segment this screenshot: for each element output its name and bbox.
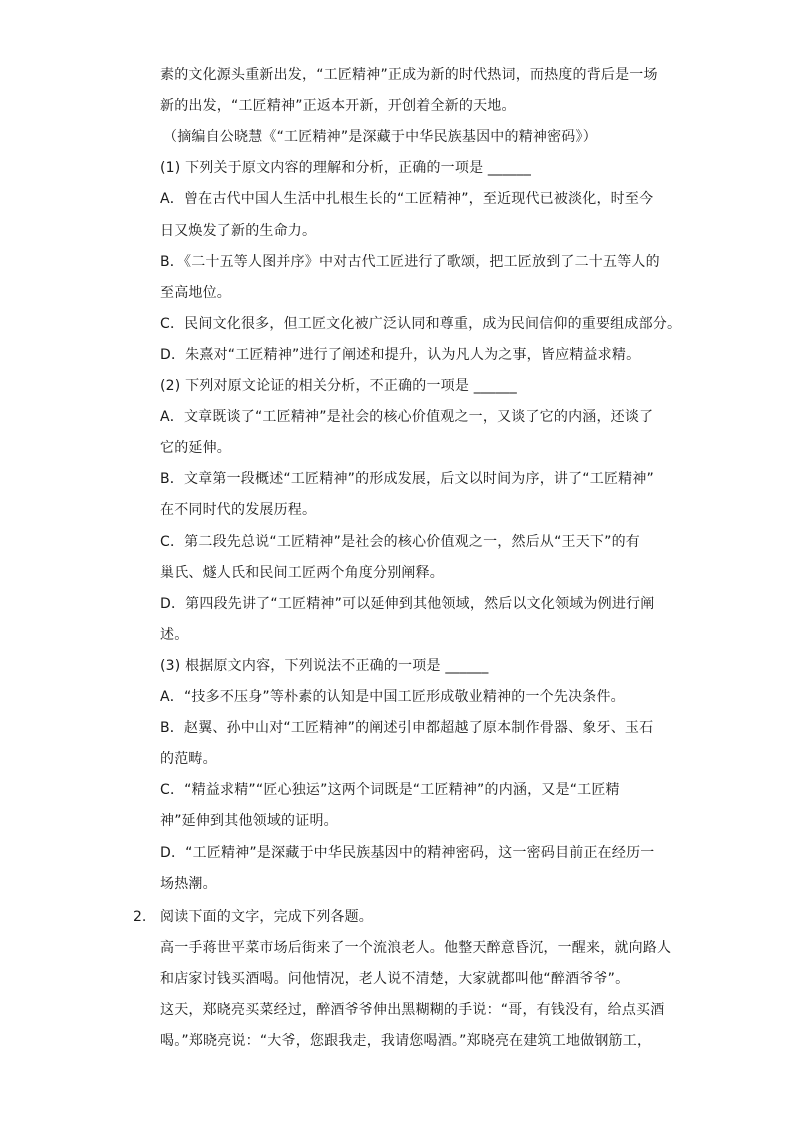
- text-line: C．民间文化很多，但工匠文化被广泛认同和尊重，成为民间信仰的重要组成部分。: [160, 315, 682, 332]
- text-line: 高一手蒋世平菜市场后街来了一个流浪老人。他整天醉意昏沉，一醒来，就向路人: [160, 939, 672, 956]
- text-line: 新的出发，“工匠精神”正返本开新，开创着全新的天地。: [160, 98, 516, 115]
- text-line: 场热潮。: [160, 875, 217, 892]
- text-line: D．第四段先讲了“工匠精神”可以延伸到其他领域，然后以文化领域为例进行阐: [160, 595, 655, 612]
- text-line: A．“技多不压身”等朴素的认知是中国工匠形成敬业精神的一个先决条件。: [160, 689, 625, 705]
- text-line: 和店家讨钱买酒喝。问他情况，老人说不清楚，大家就都叫他“醉酒爷爷”。: [160, 970, 630, 987]
- text-line: 日又焕发了新的生命力。: [160, 222, 317, 239]
- text-line: （摘编自公晓慧《“工匠精神”是深藏于中华民族基因中的精神密码》）: [163, 129, 597, 146]
- text-line: 的范畴。: [160, 751, 217, 768]
- text-line: B．《二十五等人图并序》中对古代工匠进行了歌颂，把工匠放到了二十五等人的: [160, 253, 660, 270]
- text-line: (3) 根据原文内容，下列说法不正确的一项是 ______: [160, 657, 489, 674]
- question-number: 2.: [133, 908, 147, 925]
- text-line: D．朱熹对“工匠精神”进行了阐述和提升，认为凡人为之事，皆应精益求精。: [160, 346, 641, 363]
- text-line: 在不同时代的发展历程。: [160, 502, 317, 519]
- text-line: D．“工匠精神”是深藏于中华民族基因中的精神密码，这一密码目前正在经历一: [160, 844, 655, 861]
- text-line: C．“精益求精”“匠心独运”这两个词既是“工匠精神”的内涵，又是“工匠精: [160, 782, 620, 799]
- text-line: 素的文化源头重新出发，“工匠精神”正成为新的时代热词，而热度的背后是一场: [160, 67, 658, 83]
- text-line: 述。: [160, 626, 189, 643]
- text-line: 这天，郑晓亮买菜经过，醉酒爷爷伸出黑糊糊的手说：“哥，有钱没有，给点买酒: [160, 1002, 665, 1018]
- text-line: A．曾在古代中国人生活中扎根生长的“工匠精神”，至近现代已被淡化，时至今: [160, 191, 654, 208]
- text-line: (2) 下列对原文论证的相关分析，不正确的一项是 ______: [160, 378, 517, 394]
- text-line: A．文章既谈了“工匠精神”是社会的核心价值观之一，又谈了它的内涵，还谈了: [160, 409, 654, 426]
- text-line: (1) 下列关于原文内容的理解和分析，正确的一项是 ______: [160, 160, 532, 177]
- text-line: C．第二段先总说“工匠精神”是社会的核心价值观之一，然后从“王天下”的有: [160, 533, 640, 550]
- text-line: 神”延伸到其他领域的证明。: [160, 813, 338, 830]
- text-line: 至高地位。: [160, 284, 231, 301]
- text-line: B．赵翼、孙中山对“工匠精神”的阐述引申都超越了原本制作骨器、象牙、玉石: [160, 720, 654, 737]
- text-line: 它的延伸。: [160, 440, 231, 457]
- text-line: 巢氏、燧人氏和民间工匠两个角度分别阐释。: [160, 564, 444, 581]
- text-line: 阅读下面的文字，完成下列各题。: [160, 908, 373, 925]
- text-line: B．文章第一段概述“工匠精神”的形成发展，后文以时间为序，讲了“工匠精神”: [160, 471, 655, 488]
- text-line: 喝。”郑晓亮说：“大爷，您跟我走，我请您喝酒。”郑晓亮在建筑工地做钢筋工，: [160, 1033, 652, 1050]
